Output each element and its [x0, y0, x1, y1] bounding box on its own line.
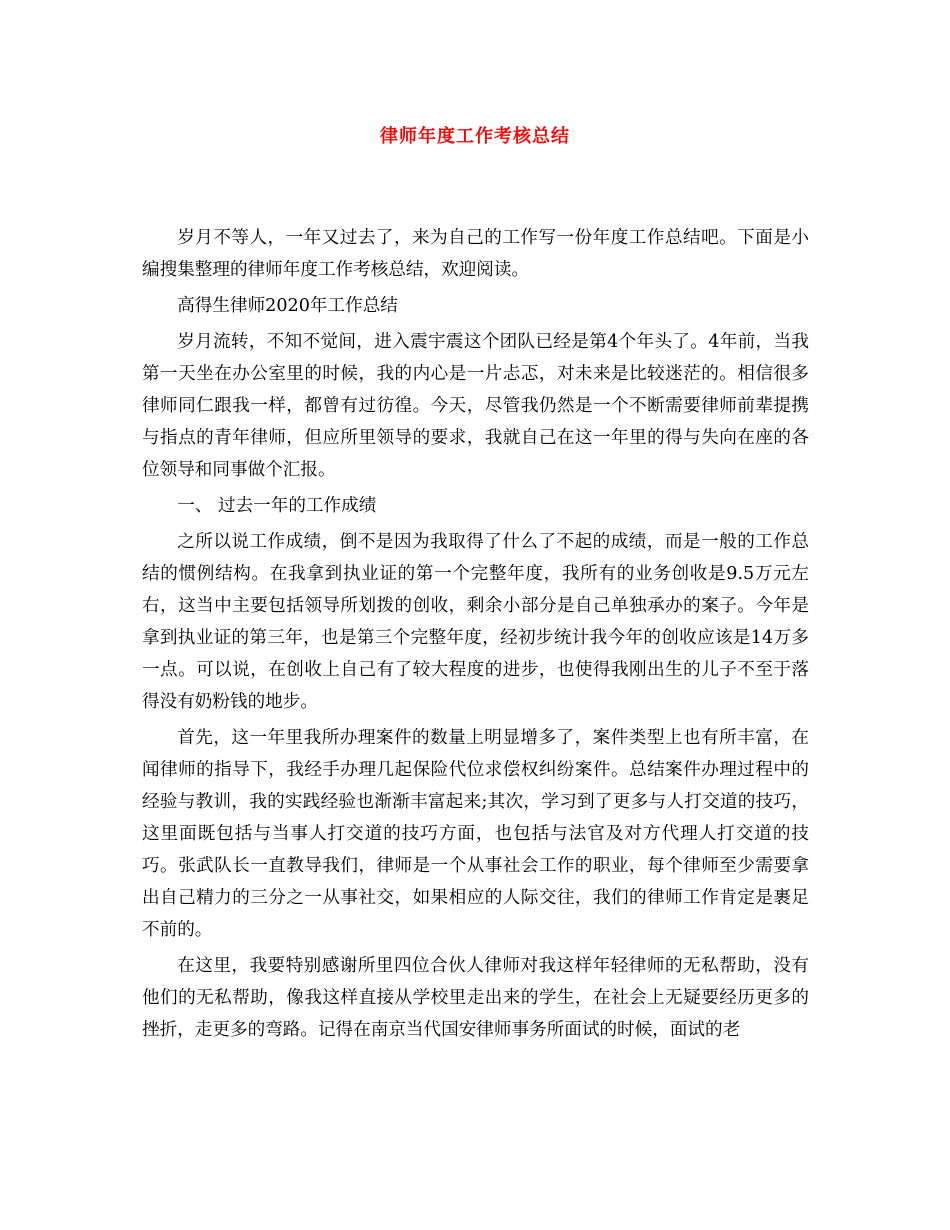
- paragraph-subtitle: 高得生律师2020年工作总结: [177, 296, 398, 316]
- paragraph-achievements: 之所以说工作成绩，倒不是因为我取得了什么了不起的成绩，而是一般的工作总结的惯例结构。在我拿到执业证的第一个完整年度，我所有的业务创收是9.5万元左右，这当中主要包括领导所划拨的创收，剩余小部分是自己单独承办的案子。今年是拿到执业证的第三年，也是第三个完整年度，经初步统计我今年的创收应该是14万多一点。可以说，在创收上自己有了较大程度的进步，也使得我刚出生的儿子不至于落得没有奶粉钱的地步。: [142, 532, 809, 712]
- paragraph-intro: 岁月不等人，一年又过去了，来为自己的工作写一份年度工作总结吧。下面是小编搜集整理的律师年度工作考核总结，欢迎阅读。: [142, 228, 809, 280]
- paragraph-growth: 首先，这一年里我所办理案件的数量上明显增多了，案件类型上也有所丰富，在闻律师的指导下，我经手办理几起保险代位求偿权纠纷案件。总结案件办理过程中的经验与教训，我的实践经验也渐渐丰富起来;其次，学习到了更多与人打交道的技巧，这里面既包括与当事人打交道的技巧方面，也包括与法官及对方代理人打交道的技巧。张武队长一直教导我们，律师是一个从事社会工作的职业，每个律师至少需要拿出自己精力的三分之一从事社交，如果相应的人际交往，我们的律师工作肯定是裹足不前的。: [142, 728, 809, 940]
- document-body: [142, 222, 809, 1050]
- document-title: 律师年度工作考核总结: [380, 126, 570, 147]
- paragraph-thanks: 在这里，我要特别感谢所里四位合伙人律师对我这样年轻律师的无私帮助，没有他们的无私帮助，像我这样直接从学校里走出来的学生，在社会上无疑要经历更多的挫折，走更多的弯路。记得在南京当代国安律师事务所面试的时候，面试的老: [142, 956, 809, 1040]
- section-heading-achievements: 一、 过去一年的工作成绩: [177, 496, 377, 516]
- paragraph-opening: 岁月流转，不知不觉间，进入震宇震这个团队已经是第4个年头了。4年前，当我第一天坐在办公室里的时候，我的内心是一片忐忑，对未来是比较迷茫的。相信很多律师同仁跟我一样，都曾有过彷徨。今天，尽管我仍然是一个不断需要律师前辈提携与指点的青年律师，但应所里领导的要求，我就自己在这一年里的得与失向在座的各位领导和同事做个汇报。: [142, 332, 809, 480]
